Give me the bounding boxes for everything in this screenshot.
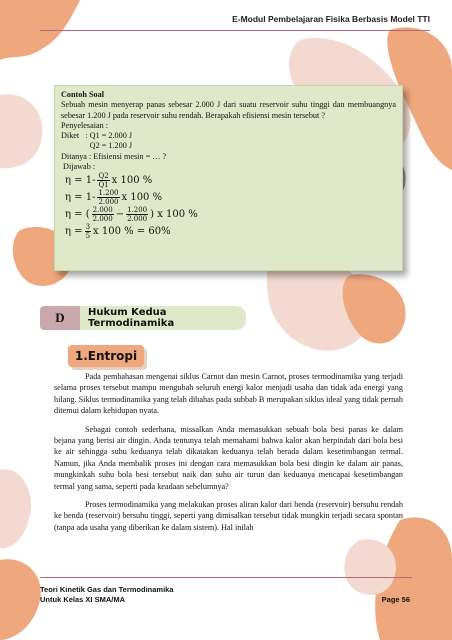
header-title: E-Modul Pembelajaran Fisika Berbasis Model TTI xyxy=(232,14,430,24)
eq3-num2: 1.200 xyxy=(127,206,148,215)
eq1-num: Q2 xyxy=(98,172,109,181)
eq3-fraction-a xyxy=(92,206,114,223)
equation-4 xyxy=(65,223,396,240)
answer-label: Dijawab : xyxy=(61,162,96,172)
eq3-lhs: η = ( xyxy=(65,209,90,221)
example-box xyxy=(54,85,403,271)
eq2-den: 2.000 xyxy=(98,198,119,207)
known-q1: Diket : Q1 = 2.000 J xyxy=(61,131,133,141)
eq3-minus: − xyxy=(115,209,125,221)
eq3-den2: 2.000 xyxy=(127,215,148,224)
section-letter: D xyxy=(40,306,80,330)
eq3-den1: 2.000 xyxy=(92,215,113,224)
eq4-rhs: x 100 % = 60% xyxy=(93,226,171,238)
example-title: Contoh Soal xyxy=(61,90,104,99)
eq4-num: 3 xyxy=(85,223,91,232)
equation-1 xyxy=(65,172,396,189)
eq2-fraction xyxy=(97,189,119,206)
subsection-title: 1.Entropi xyxy=(68,345,144,367)
footer-line-1: Teori Kinetik Gas dan Termodinamika xyxy=(40,585,174,594)
eq1-lhs: η = 1- xyxy=(65,175,96,187)
eq1-fraction xyxy=(97,172,109,189)
paragraph-3: Proses termodinamika yang melakukan proses aliran kalor dari benda (reservoir) bersuhu rendah ke benda (reservoir) bersuhu tinggi, seperti yang dimisalkan tersebut tidak mungkin terjadi secara spontan (tanpa ada usaha yang diberikan ke dalam sistem). Hal inilah xyxy=(54,500,403,532)
eq2-rhs: x 100 % xyxy=(121,192,163,204)
eq2-num: 1.200 xyxy=(98,189,119,198)
eq4-den: 5 xyxy=(85,232,91,241)
solution-label: Penyelesaian : xyxy=(61,120,109,130)
asked: Ditanya : Efisiensi mesin = … ? xyxy=(61,151,167,161)
header-divider xyxy=(40,30,430,31)
eq3-fraction-b xyxy=(126,206,148,223)
section-heading xyxy=(40,306,246,330)
body-text xyxy=(54,371,403,540)
eq1-rhs: x 100 % xyxy=(111,175,153,187)
eq3-rhs: ) x 100 % xyxy=(150,209,198,221)
eq3-num1: 2.000 xyxy=(92,206,113,215)
page-number: Page 56 xyxy=(381,595,410,604)
footer-line-2: Untuk Kelas XI SMA/MA xyxy=(40,595,126,604)
eq2-lhs: η = 1- xyxy=(65,192,96,204)
eq4-lhs: η = xyxy=(65,226,83,238)
footer-book-info xyxy=(40,585,174,605)
eq1-den: Q1 xyxy=(98,181,109,190)
example-problem: Sebuah mesin menyerap panas sebesar 2.000 J dari suatu reservoir suhu tinggi dan membuangnya sebesar 1.200 J pada reservoir suhu rendah. Berapakah efisiensi mesin tersebut ? xyxy=(61,100,396,120)
equation-3 xyxy=(65,206,396,223)
equation-2 xyxy=(65,189,396,206)
eq4-fraction xyxy=(85,223,91,240)
footer-divider xyxy=(40,577,412,578)
paragraph-1: Pada pembahasan mengenai siklus Carnot dan mesin Carnot, proses termodinamika yang terjadi selama proses tersebut mampu mengubah seluruh energi kalor menjadi usaha dan tidak ada energi yang hilang. Siklus termodinamika yang telah dibahas pada subbab B merupakan siklus ideal yang tidak pernah ditemui dalam kehidupan nyata. xyxy=(54,372,403,416)
paragraph-2: Sebagai contoh sederhana, missalkan Anda memasukkan sebuah bola besi panas ke dalam bejana yang berisi air dingin. Anda tentunya telah memahami bahwa kalor akan berpindah dari bola besi ke air sehingga suhu keduanya telah dikatakan keduanya telah berada dalam kesetimbangan termal. Namun, jika Anda membalik proses ini dengan cara memasukkan bola besi dingin ke dalam air panas, mungkinkah suhu bola besi tersebut naik dan suhu air turun dan keduanya mencapai kesetimbangan termal yang sama, seperti pada keadaan sebelumnya? xyxy=(54,424,403,491)
known-q2: Q2 = 1.200 J xyxy=(61,141,133,151)
section-title: Hukum Kedua Termodinamika xyxy=(78,306,246,330)
